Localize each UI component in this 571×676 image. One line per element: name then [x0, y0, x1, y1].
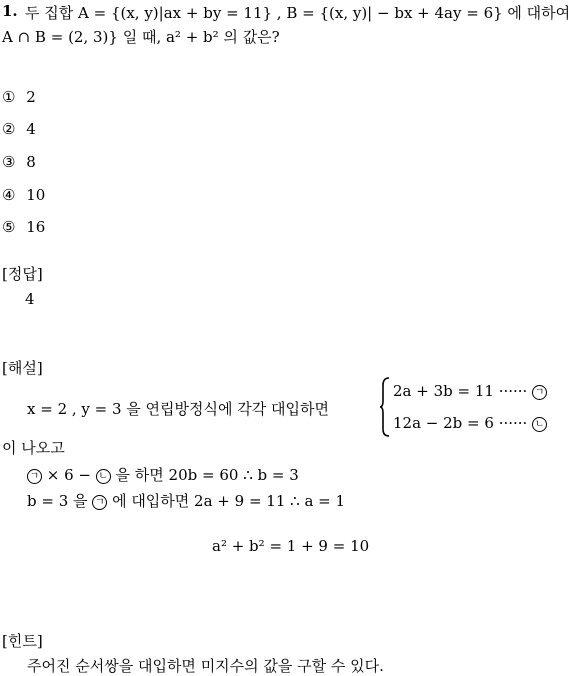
choice-4-value: 10: [26, 186, 46, 204]
choice-1-value: 2: [26, 88, 36, 106]
choice-2-marker: ②: [2, 120, 16, 138]
choice-3-marker: ③: [2, 153, 16, 171]
solution-step-2: b = 3 을 ㄱ 에 대입하면 2a + 9 = 11 ∴ a = 1: [27, 492, 346, 510]
equation-1: 2a + 3b = 11 ······ ㄱ: [393, 382, 547, 400]
hint-label: [힌트]: [2, 632, 43, 650]
equation-2: 12a − 2b = 6 ······ ㄴ: [393, 414, 547, 432]
solution-label: [해설]: [2, 359, 43, 377]
choice-2-value: 4: [26, 120, 36, 138]
hint-text: 주어진 순서쌍을 대입하면 미지수의 값을 구할 수 있다.: [27, 657, 384, 675]
answer-value: 4: [25, 290, 35, 308]
solution-intro: x = 2 , y = 3 을 연립방정식에 각각 대입하면: [27, 400, 329, 418]
problem-line-2: A ∩ B = (2, 3)} 일 때, a² + b² 의 값은?: [2, 28, 280, 46]
problem-number: 1.: [2, 2, 18, 20]
answer-label: [정답]: [2, 265, 43, 283]
choice-5-marker: ⑤: [2, 218, 16, 236]
choice-3[interactable]: [2, 153, 36, 171]
circle-giyeok-icon: ㄱ: [92, 495, 107, 510]
choice-1-marker: ①: [2, 88, 16, 106]
choice-2[interactable]: [2, 120, 36, 138]
circle-nieun-icon: ㄴ: [96, 469, 111, 484]
choice-5-value: 16: [26, 218, 46, 236]
choice-4-marker: ④: [2, 186, 16, 204]
left-brace-icon: [379, 377, 391, 437]
problem-line-1: 두 집합 A = {(x, y)|ax + by = 11} , B = {(x, y)| − bx + 4ay = 6} 에 대하여: [25, 4, 571, 22]
choice-4[interactable]: [2, 186, 45, 204]
solution-after: 이 나오고: [2, 439, 65, 457]
circle-giyeok-icon: ㄱ: [27, 469, 42, 484]
solution-step-1: ㄱ × 6 − ㄴ 을 하면 20b = 60 ∴ b = 3: [27, 464, 299, 485]
circle-giyeok-icon: ㄱ: [532, 385, 547, 400]
circle-nieun-icon: ㄴ: [532, 417, 547, 432]
choice-5[interactable]: [2, 218, 45, 236]
choice-3-value: 8: [26, 153, 36, 171]
choice-1[interactable]: [2, 88, 36, 106]
solution-final: a² + b² = 1 + 9 = 10: [212, 537, 370, 555]
